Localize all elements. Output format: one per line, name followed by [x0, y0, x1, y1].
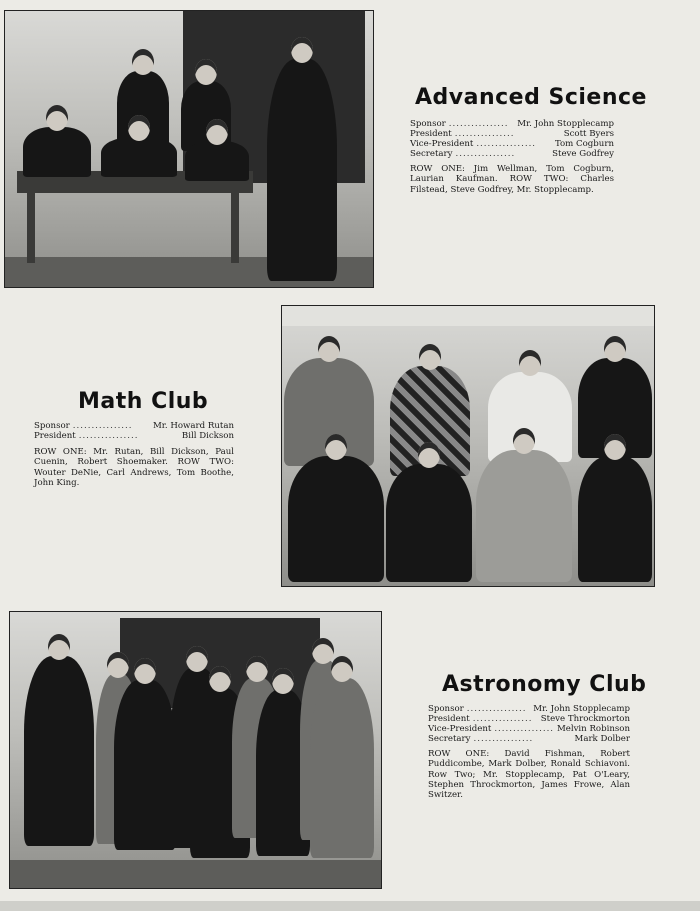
- officer-row: President ................ Bill Dickson: [34, 431, 234, 441]
- advanced-science-title: Advanced Science: [415, 85, 647, 110]
- astronomy-club-caption: ROW ONE: David Fishman, Robert Puddicombe, Mark Dolber, Ronald Schiavoni. Row Two; Mr. Stopplecamp, Pat O'Leary, Stephen Throckmorton, James Frowe, Alan Switzer.: [428, 749, 630, 801]
- page-bottom-edge: [0, 901, 700, 911]
- officer-row: President ................ Scott Byers: [410, 129, 614, 139]
- officer-row: Vice-President ................ Melvin Robinson: [428, 724, 630, 734]
- officer-row: Vice-President ................ Tom Cogburn: [410, 139, 614, 149]
- astronomy-club-title: Astronomy Club: [442, 672, 647, 697]
- astronomy-club-photo: [9, 611, 382, 889]
- officer-row: Secretary ................ Mark Dolber: [428, 734, 630, 744]
- advanced-science-caption: ROW ONE: Jim Wellman, Tom Cogburn, Laurian Kaufman. ROW TWO: Charles Filstead, Steve Godfrey, Mr. Stopplecamp.: [410, 164, 614, 195]
- astronomy-club-officers: [428, 704, 630, 744]
- officer-row: Sponsor ................ Mr. John Stopplecamp: [428, 704, 630, 714]
- officer-row: Sponsor ................ Mr. Howard Rutan: [34, 421, 234, 431]
- advanced-science-photo: [4, 10, 374, 288]
- officer-row: Sponsor ................ Mr. John Stopplecamp: [410, 119, 614, 129]
- math-club-title: Math Club: [78, 389, 209, 414]
- officer-row: Secretary ................ Steve Godfrey: [410, 149, 614, 159]
- advanced-science-officers: [410, 119, 614, 159]
- math-club-photo: [281, 305, 655, 587]
- officer-row: President ................ Steve Throckmorton: [428, 714, 630, 724]
- math-club-caption: ROW ONE: Mr. Rutan, Bill Dickson, Paul Cuenin, Robert Shoemaker. ROW TWO: Wouter DeNie, Carl Andrews, Tom Boothe, John King.: [34, 447, 234, 488]
- math-club-officers: [34, 421, 234, 441]
